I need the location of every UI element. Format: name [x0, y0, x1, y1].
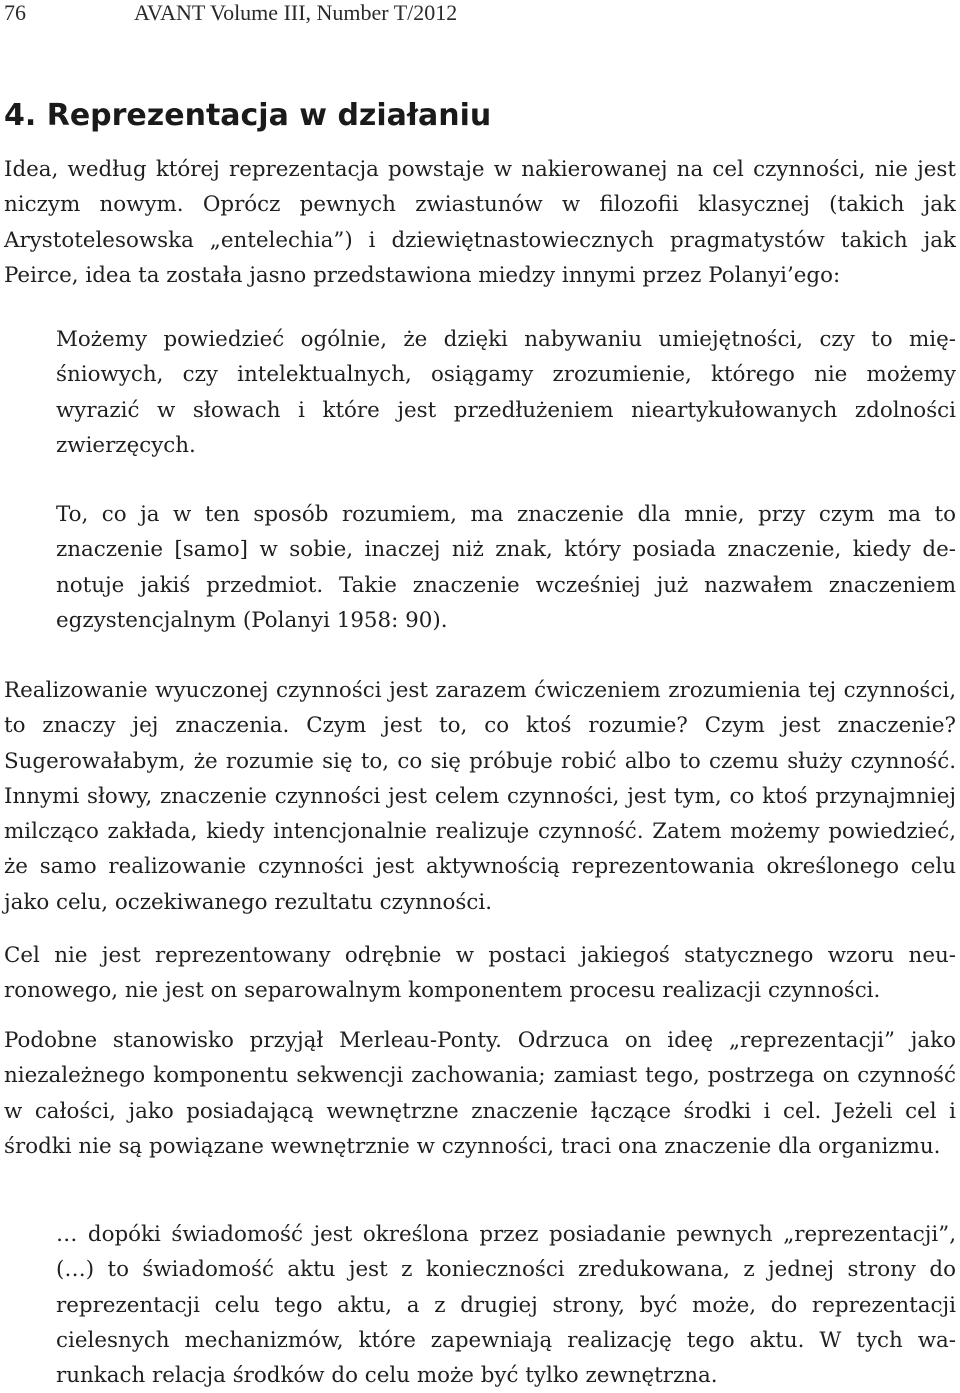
block-quote-polanyi-1: Możemy powiedzieć ogólnie, że dzięki nabywaniu umiejętności, czy to mięśniowych, czy intelektualnych, osiągamy zrozumienie, którego nie możemy wyrazić w słowach i które jest przedłużeniem nieartykułowanych zdolności zwierzęcych. — [56, 327, 956, 458]
paragraph-goal: Cel nie jest reprezentowany odrębnie w postaci jakiegoś statycznego wzoru neuronowego, nie jest on separowalnym komponentem procesu realizacji czynności. — [4, 943, 956, 1004]
paragraph-intro: Idea, według której reprezentacja powstaje w nakierowanej na cel czynności, nie jest niczym nowym. Oprócz pewnych zwiastunów w filozofii klasycznej (takich jak Arystotelesowska „entelechia”) i dziewiętnastowiecznych pragmatystów takich jak Peirce, idea ta została jasno przedstawiona miedzy innymi przez Polanyi’ego: — [4, 157, 956, 288]
section-heading: 4. Reprezentacja w działaniu — [4, 98, 492, 133]
running-header — [4, 0, 944, 26]
block-quote-polanyi-2: To, co ja w ten sposób rozumiem, ma znaczenie dla mnie, przy czym ma to znaczenie [samo] w sobie, inaczej niż znak, który posiada znaczenie, kiedy denotuje jakiś przedmiot. Takie znaczenie wcześniej już nazwałem znaczeniem egzystencjalnym (Polanyi 1958: 90). — [56, 502, 956, 633]
paragraph-meaning: Realizowanie wyuczonej czynności jest zarazem ćwiczeniem zrozumienia tej czynności, to znaczy jej znaczenia. Czym jest to, co ktoś rozumie? Czym jest znaczenie? Sugerowałabym, że rozumie się to, co się próbuje robić albo to czemu służy czynność. Innymi słowy, znaczenie czynności jest celem czynności, jest tym, co ktoś przynajmniej milcząco zakłada, kiedy intencjonalnie realizuje czynność. Zatem możemy powiedzieć, że samo realizowanie czynności jest aktywnością reprezentowania określonego celu jako celu, oczekiwanego rezultatu czynności. — [4, 678, 956, 915]
block-quote-merleau-ponty: … dopóki świadomość jest określona przez posiadanie pewnych „reprezentacji”, (…) to świadomość aktu jest z konieczności zredukowana, z jednej strony do reprezentacji celu tego aktu, a z drugiej strony, być może, do reprezentacji cielesnych mechanizmów, które zapewniają realizację tego aktu. W tych warunkach relacja środków do celu może być tylko zewnętrzna. — [56, 1222, 956, 1389]
page-number: 76 — [4, 0, 26, 25]
paragraph-merleau-ponty: Podobne stanowisko przyjął Merleau-Ponty. Odrzuca on ideę „reprezentacji” jako niezależnego komponentu sekwencji zachowania; zamiast tego, postrzega on czynność w całości, jako posiadającą wewnętrzne znaczenie łączące środki i cel. Jeżeli cel i środki nie są powiązane wewnętrznie w czynności, traci ona znaczenie dla organizmu. — [4, 1028, 956, 1159]
journal-title: AVANT Volume III, Number T/2012 — [134, 0, 458, 25]
